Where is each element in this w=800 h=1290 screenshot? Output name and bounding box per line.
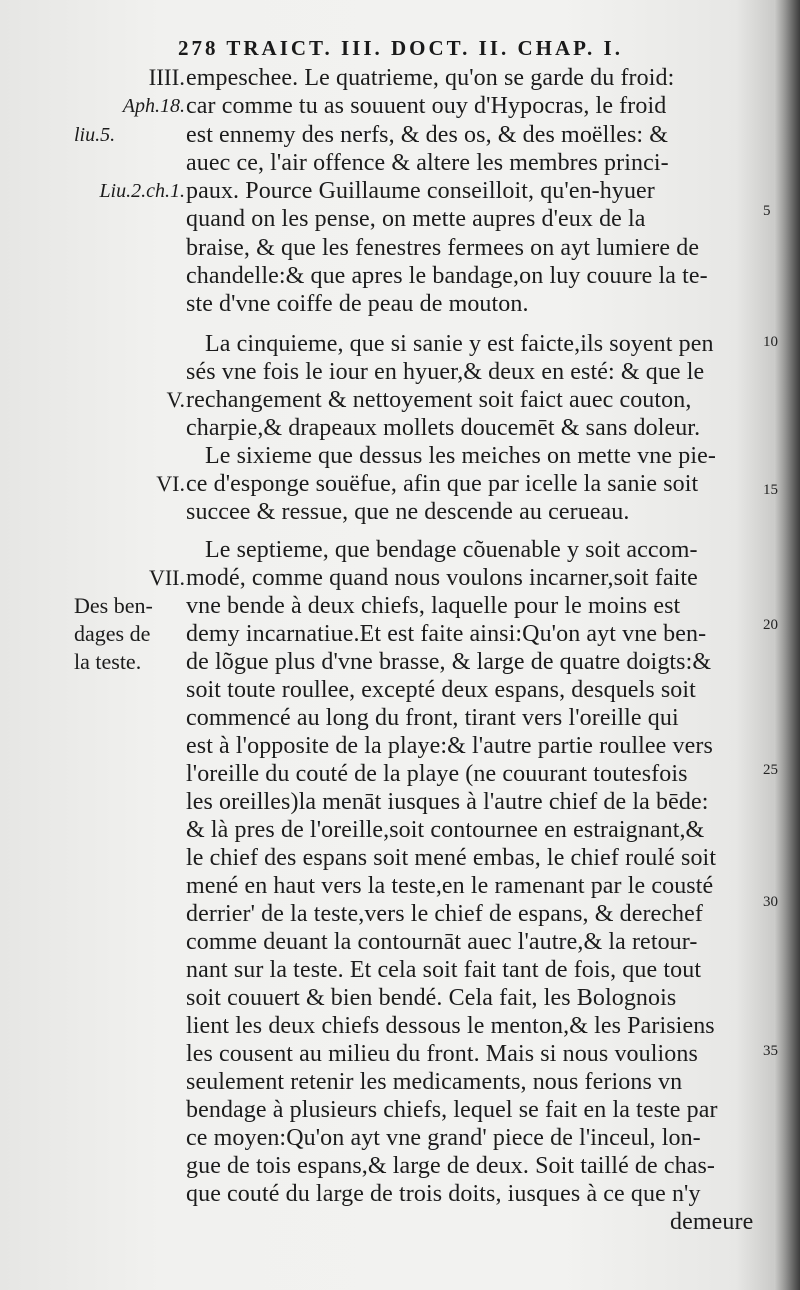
text-line: ce moyen:Qu'on ayt vne grand' piece de l'inceul, lon- — [186, 1125, 701, 1151]
page-gutter-shadow — [774, 0, 800, 1290]
text-line: les cousent au milieu du front. Mais si nous voulions — [186, 1041, 698, 1067]
margin-note-liu2: Liu.2.ch.1. — [99, 180, 185, 202]
text-line: modé, comme quand nous voulons incarner,soit faite — [186, 565, 698, 591]
text-line: sés vne fois le iour en hyuer,& deux en esté: & que le — [186, 359, 705, 385]
running-header: 278 TRAICT. III. DOCT. II. CHAP. I. — [178, 36, 623, 60]
text-line: comme deuant la contournāt auec l'autre,& la retour- — [186, 929, 698, 955]
text-line: commencé au long du front, tirant vers l'oreille qui — [186, 705, 679, 731]
margin-note-liu5: liu.5. — [74, 124, 116, 146]
text-line: Le septieme, que bendage cõuenable y soit accom- — [205, 537, 698, 563]
text-line: demy incarnatiue.Et est faite ainsi:Qu'on ayt vne ben- — [186, 621, 707, 647]
line-number-15: 15 — [763, 482, 778, 498]
text-line: est à l'opposite de la playe:& l'autre partie roullee vers — [186, 733, 713, 759]
text-line: derrier' de la teste,vers le chief de espans, & derechef — [186, 901, 703, 927]
text-line: ste d'vne coiffe de peau de mouton. — [186, 291, 529, 317]
margin-note-aph: Aph.18. — [122, 95, 185, 117]
text-line: auec ce, l'air offence & altere les membres princi- — [186, 150, 669, 176]
text-line: charpie,& drapeaux mollets doucemēt & sans doleur. — [186, 415, 701, 441]
text-line: bendage à plusieurs chiefs, lequel se fait en la teste par — [186, 1097, 718, 1123]
text-line: vne bende à deux chiefs, laquelle pour le moins est — [186, 593, 681, 619]
text-line: paux. Pource Guillaume conseilloit, qu'en-hyuer — [186, 178, 655, 204]
text-line: quand on les pense, on mette aupres d'eux de la — [186, 206, 646, 232]
text-line: ce d'esponge souëfue, afin que par icelle la sanie soit — [186, 471, 699, 497]
line-number-35: 35 — [763, 1043, 778, 1059]
line-number-30: 30 — [763, 894, 778, 910]
line-number-25: 25 — [763, 762, 778, 778]
text-line: les oreilles)la menāt iusques à l'autre chief de la bēde: — [186, 789, 709, 815]
text-line: soit couuert & bien bendé. Cela fait, les Bolognois — [186, 985, 677, 1011]
line-number-20: 20 — [763, 617, 778, 633]
line-number-10: 10 — [763, 334, 778, 350]
text-line: Le sixieme que dessus les meiches on mette vne pie- — [205, 443, 716, 469]
text-line: chandelle:& que apres le bandage,on luy couure la te- — [186, 263, 708, 289]
text-line: lient les deux chiefs dessous le menton,& les Parisiens — [186, 1013, 715, 1039]
text-line: La cinquieme, que si sanie y est faicte,ils soyent pen — [205, 331, 714, 357]
text-line: mené en haut vers la teste,en le ramenant par le cousté — [186, 873, 714, 899]
text-line: succee & ressue, que ne descende au cerueau. — [186, 499, 630, 525]
text-line: seulement retenir les medicaments, nous ferions vn — [186, 1069, 683, 1095]
text-line: empeschee. Le quatrieme, qu'on se garde du froid: — [186, 65, 675, 91]
line-number-5: 5 — [763, 203, 771, 219]
text-line: nant sur la teste. Et cela soit fait tant de fois, que tout — [186, 957, 702, 983]
text-line: est ennemy des nerfs, & des os, & des moëlles: & — [186, 122, 669, 148]
text-line: le chief des espans soit mené embas, le chief roulé soit — [186, 845, 717, 871]
margin-note-la-teste: la teste. — [74, 649, 142, 674]
margin-note-iiii: IIII. — [148, 65, 185, 90]
text-line: que couté du large de trois doits, iusques à ce que n'y — [186, 1181, 701, 1207]
text-line: rechangement & nettoyement soit faict auec couton, — [186, 387, 692, 413]
text-line: & là pres de l'oreille,soit contournee en estraignant,& — [186, 817, 705, 843]
text-line: braise, & que les fenestres fermees on ayt lumiere de — [186, 235, 700, 261]
margin-note-v: V. — [166, 387, 185, 412]
text-line: de lõgue plus d'vne brasse, & large de quatre doigts:& — [186, 649, 712, 675]
margin-note-dages-de: dages de — [74, 621, 151, 646]
text-line: gue de tois espans,& large de deux. Soit taillé de chas- — [186, 1153, 716, 1179]
text-line: car comme tu as souuent ouy d'Hypocras, le froid — [186, 93, 667, 119]
margin-note-des-ben: Des ben- — [74, 593, 153, 618]
text-line: l'oreille du couté de la playe (ne couurant toutesfois — [186, 761, 688, 787]
text-line: soit toute roullee, excepté deux espans, desquels soit — [186, 677, 696, 703]
margin-note-vi: VI. — [156, 471, 185, 496]
margin-note-vii: VII. — [148, 565, 185, 590]
catchword: demeure — [670, 1209, 754, 1235]
